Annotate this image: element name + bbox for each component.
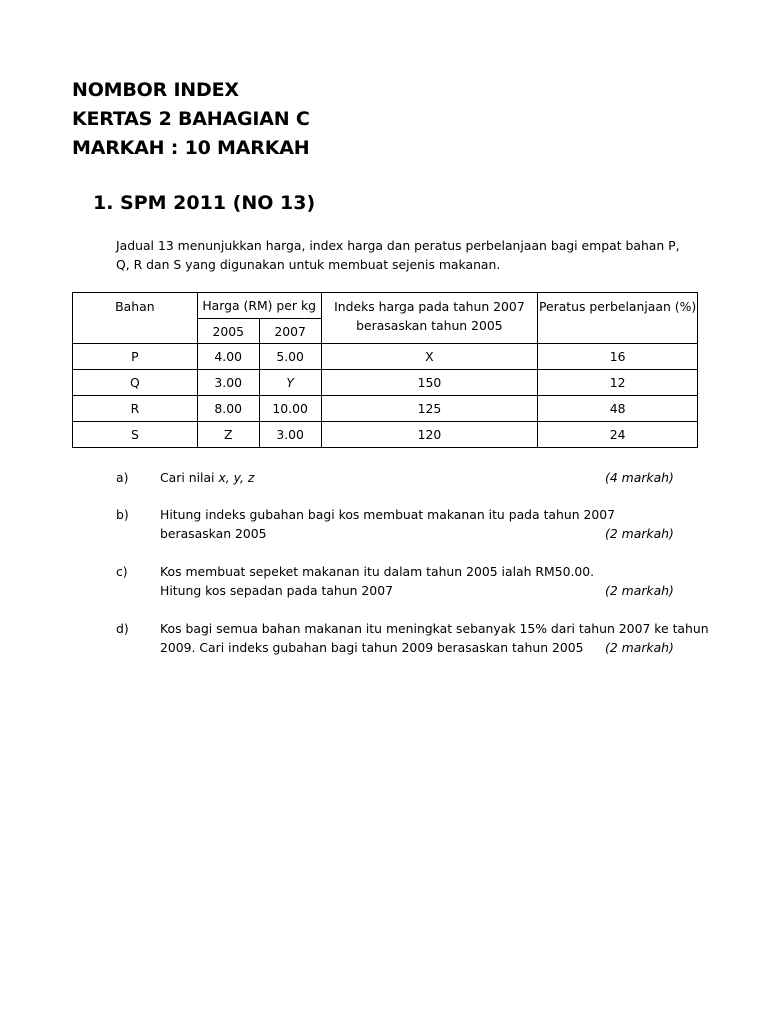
header-bahan: Bahan: [73, 293, 198, 344]
cell-percent: 12: [538, 370, 698, 396]
question-b: [116, 505, 696, 543]
price-index-table: [72, 292, 698, 448]
cell-price-2007: 5.00: [259, 344, 321, 370]
cell-bahan: R: [73, 396, 198, 422]
document-header: [72, 76, 310, 163]
question-intro: Jadual 13 menunjukkan harga, index harga dan peratus perbelanjaan bagi empat bahan P, Q, R dan S yang digunakan untuk membuat sejenis makanan.: [116, 238, 680, 272]
question-text: Hitung indeks gubahan bagi kos membuat makanan itu pada tahun 2007 berasaskan 2005: [160, 507, 616, 541]
question-label: b): [116, 507, 129, 522]
header-indeks: Indeks harga pada tahun 2007 berasaskan tahun 2005: [321, 293, 538, 344]
cell-index: X: [321, 344, 538, 370]
cell-price-2005: 8.00: [197, 396, 259, 422]
cell-bahan: P: [73, 344, 198, 370]
question-text-prefix: Cari nilai: [160, 470, 219, 485]
question-label: a): [116, 470, 129, 485]
question-a: [116, 468, 696, 487]
question-text-line1: Kos membuat sepeket makanan itu dalam tahun 2005 ialah RM50.00.: [160, 564, 595, 579]
cell-percent: 24: [538, 422, 698, 448]
cell-index: 150: [321, 370, 538, 396]
cell-price-2007: 3.00: [259, 422, 321, 448]
cell-price-2007: Y: [259, 370, 321, 396]
table-row: [73, 396, 698, 422]
table-row: [73, 344, 698, 370]
cell-percent: 48: [538, 396, 698, 422]
question-label: c): [116, 564, 128, 579]
question-marks: (2 markah): [605, 583, 674, 598]
question-text-line1: Kos bagi semua bahan makanan itu meningkat sebanyak 15% dari tahun 2007 ke tahun: [160, 621, 709, 636]
header-year-2005: 2005: [197, 319, 259, 344]
question-text-line2: Hitung kos sepadan pada tahun 2007: [160, 583, 393, 598]
cell-price-2005: 4.00: [197, 344, 259, 370]
cell-index: 120: [321, 422, 538, 448]
header-topic: NOMBOR INDEX: [72, 79, 239, 101]
header-peratus: Peratus perbelanjaan (%): [538, 293, 698, 344]
question-c: [116, 562, 696, 600]
table-row: [73, 370, 698, 396]
header-marks: MARKAH : 10 MARKAH: [72, 137, 310, 159]
question-marks: (2 markah): [605, 640, 674, 655]
question-marks: (2 markah): [605, 526, 674, 541]
cell-price-2005: Z: [197, 422, 259, 448]
cell-bahan: S: [73, 422, 198, 448]
cell-price-2007: 10.00: [259, 396, 321, 422]
table-row: [73, 422, 698, 448]
question-d: [116, 619, 709, 657]
cell-bahan: Q: [73, 370, 198, 396]
question-marks: (4 markah): [605, 470, 674, 485]
header-harga: Harga (RM) per kg: [197, 293, 321, 319]
question-label: d): [116, 621, 129, 636]
question-text-vars: x, y, z: [218, 470, 255, 485]
header-year-2007: 2007: [259, 319, 321, 344]
cell-percent: 16: [538, 344, 698, 370]
cell-index: 125: [321, 396, 538, 422]
header-paper: KERTAS 2 BAHAGIAN C: [72, 108, 310, 130]
cell-price-2005: 3.00: [197, 370, 259, 396]
question-title: 1. SPM 2011 (NO 13): [93, 192, 316, 214]
question-text-line2: 2009. Cari indeks gubahan bagi tahun 2009 berasaskan tahun 2005: [160, 640, 584, 655]
